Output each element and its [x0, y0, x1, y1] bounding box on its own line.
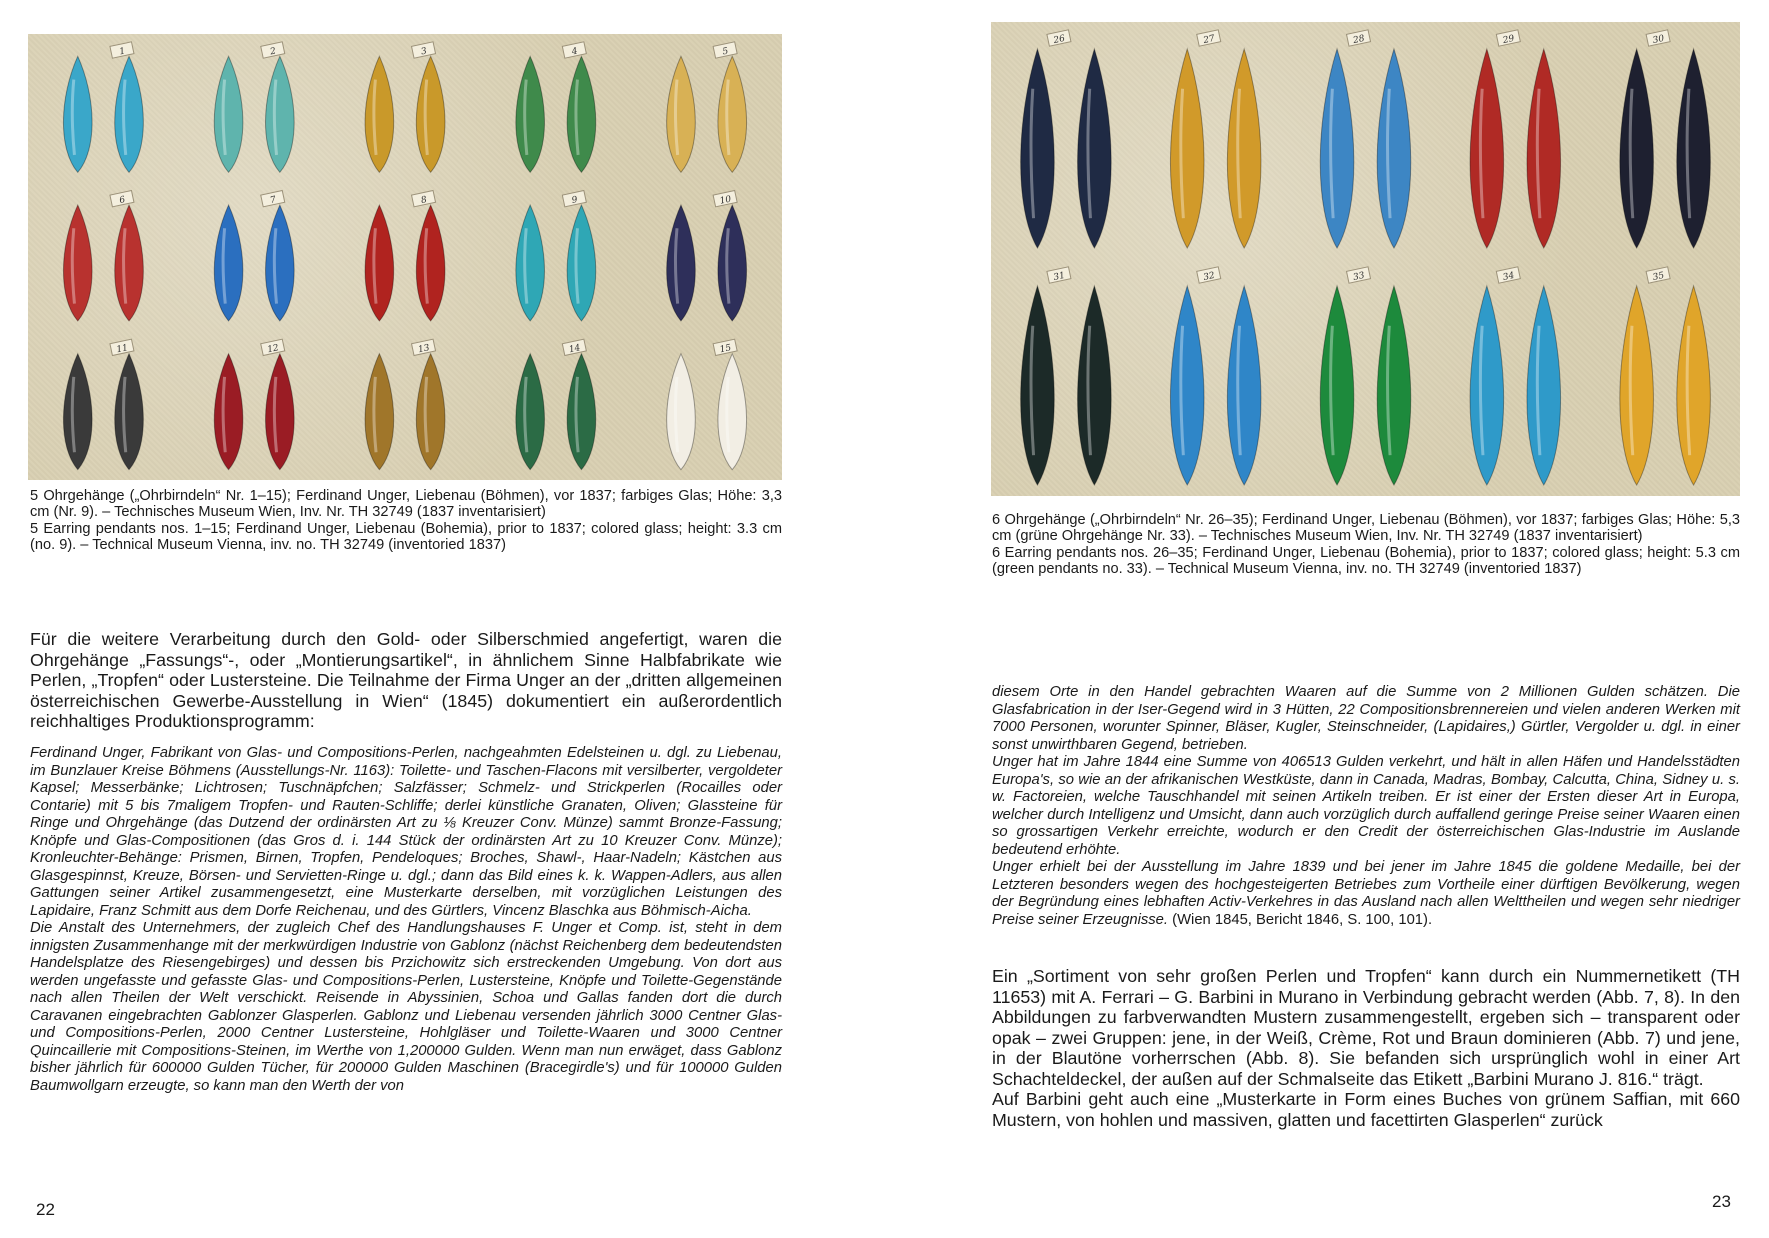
pendant-4-b — [567, 56, 596, 172]
pendant-13-b — [416, 354, 445, 470]
pendant-5-label: 5 — [721, 46, 730, 58]
pendant-35-a — [1620, 286, 1654, 485]
pendant-8-a — [365, 205, 394, 321]
quote-2: Die Anstalt des Unternehmers, der zugleich Chef des Handlungshauses F. Unger et Comp. ist, steht in dem innigsten Zusammenhange mit der merkwürdigen Industrie von Gablonz (nächst Reichenberg dem bedeutendsten Handelsplatze des Riesengebirges) und dessen bis Przichowitz sich erstreckenden Umgebung. Von dort aus werden ungefasste und gefasste Glas- und Compositions-Perlen, Lustersteine, Knöpfe und Toilette-Gegenstände nach allen Theilen der Welt verschickt. Reisende in Abyssinien, Schoa und Gallas fanden dort die durch Caravanen eingebrachten Gablonzer Glasperlen. Gablonz und Liebenau versenden jährlich 3000 Centner Glas- und Compositions-Perlen, 2000 Centner Lustersteine, Hohlgläser und Toilette-Waaren und 3000 Centner Quincaillerie mit Compositions-Steinen, im Werthe von 1,200000 Gulden. Wenn man nun erwäget, dass Gablonz bisher jährlich für 600000 Gulden Tücher, für 200000 Gulden Maschinen (Bracegirdle's) und für 100000 Gulden Baumwollgarn erzeugte, so kann man den Werth der von — [30, 920, 782, 1094]
figure-5-photo — [28, 34, 782, 480]
pendant-28-b — [1377, 49, 1411, 248]
pendant-13-a — [365, 354, 394, 470]
pendant-11-a — [63, 354, 92, 470]
paragraph-1: Ein „Sortiment von sehr großen Perlen und Tropfen“ kann durch ein Nummernetikett (TH 11653) mit A. Ferrari – G. Barbini in Murano in Verbindung gebracht werden (Abb. 7, 8). In den Abbildungen zu farbverwandten Mustern zusammengestellt, ergeben sich – transparent oder opak – zwei Gruppen: jene, in der Weiß, Crème, Rot und Braun dominieren (Abb. 7) und jene, in der Blautöne vorherrschen (Abb. 8). Sie befanden sich ursprünglich wohl in einer Art Schachteldeckel, der außen auf der Schmalseite das Etikett „Barbini Murano J. 816.“ trägt. — [992, 966, 1740, 1089]
pendant-2-a — [214, 56, 243, 172]
pendant-3-b — [416, 56, 445, 172]
quote-5-reference: (Wien 1845, Bericht 1846, S. 100, 101). — [1172, 911, 1433, 928]
pendant-5-a — [667, 56, 696, 172]
pendant-6-a — [63, 205, 92, 321]
pendant-29-b — [1527, 49, 1561, 248]
pendant-9-label: 9 — [570, 195, 579, 207]
pendant-33-b — [1377, 286, 1411, 485]
pendant-29-label: 29 — [1502, 33, 1516, 47]
pendant-7-label: 7 — [269, 195, 277, 207]
pendant-27-label: 27 — [1202, 33, 1216, 47]
pendant-32-a — [1170, 286, 1204, 485]
caption-6-english: 6 Earring pendants nos. 26–35; Ferdinand Unger, Liebenau (Bohemia), prior to 1837; colored glass; height: 5.3 cm (green pendants no. 33). – Technical Museum Vienna, inv. no. TH 32749 (inventoried 1837) — [992, 544, 1740, 577]
pendant-13-label: 13 — [417, 343, 431, 356]
pendant-9-b — [567, 205, 596, 321]
pendant-32-b — [1227, 286, 1261, 485]
right-body — [992, 966, 1740, 1130]
pendant-29-a — [1470, 49, 1504, 248]
figure-6-caption — [992, 512, 1740, 577]
pendant-27-a — [1170, 49, 1204, 248]
pendant-11-label: 11 — [115, 343, 129, 356]
intro-text: Für die weitere Verarbeitung durch den Gold- oder Silberschmied angefertigt, waren die Ohrgehänge „Fassungs“-, oder „Montierungsartikel“, in ähnlichem Sinne Halbfabrikate wie Perlen, „Tropfen“ oder Lustersteine. Die Teilnahme der Firma Unger an der „dritten allgemeinen österreichischen Gewerbe-Ausstellung in Wien“ (1845) dokumentiert ein außerordentlich reichhaltiges Produktionsprogramm: — [30, 629, 782, 731]
pendant-26-b — [1078, 49, 1112, 248]
pendant-8-b — [416, 205, 445, 321]
pendant-14-a — [516, 354, 545, 470]
quote-5 — [992, 859, 1740, 929]
pendant-31-label: 31 — [1052, 270, 1066, 284]
caption-6-german: 6 Ohrgehänge („Ohrbirndeln“ Nr. 26–35); Ferdinand Unger, Liebenau (Böhmen), vor 1837; farbiges Glas; Höhe: 5,3 cm (grüne Ohrgehänge Nr. 33). – Technisches Museum Wien, Inv. Nr. TH 32749 (1837 inventarisiert) — [992, 512, 1740, 545]
pendant-32-label: 32 — [1202, 270, 1216, 284]
caption-5-english: 5 Earring pendants nos. 1–15; Ferdinand Unger, Liebenau (Bohemia), prior to 1837; colored glass; height: 3.3 cm (no. 9). – Technical Museum Vienna, inv. no. TH 32749 (inventoried 1837) — [30, 520, 782, 553]
paragraph-2: Auf Barbini geht auch eine „Musterkarte in Form eines Buches von grünem Saffian, mit 660 Mustern, von hohlen und massiven, glatten und facettirten Glasperlen“ zurück — [992, 1089, 1740, 1130]
intro-paragraph — [30, 629, 782, 732]
pendant-5-b — [718, 56, 747, 172]
pendant-2-label: 2 — [269, 46, 277, 58]
pendant-8-label: 8 — [420, 195, 428, 207]
pendant-10-label: 10 — [718, 194, 733, 207]
caption-5-german: 5 Ohrgehänge („Ohrbirndeln“ Nr. 1–15); Ferdinand Unger, Liebenau (Böhmen), vor 1837; farbiges Glas; Höhe: 3,3 cm (Nr. 9). – Technisches Museum Wien, Inv. Nr. TH 32749 (1837 inventarisiert) — [30, 488, 782, 521]
pendant-33-label: 33 — [1352, 270, 1366, 284]
pendant-1-b — [115, 56, 144, 172]
quote-4: Unger hat im Jahre 1844 eine Summe von 406513 Gulden verkehrt, und hält in allen Häfen und Handelsstädten Europa's, so wie an der afrikanischen Westküste, dann in Canada, Madras, Bombay, Calcutta, China, Sidney u. s. w. Factoreien, welche Tauschhandel mit seinen Artikeln treiben. Er ist einer der Ersten dieser Art in Europa, welcher durch Intelligenz und Umsicht, dann auch vorzüglich durch auffallend geringe Preise seiner Waaren einen so grossartigen Verkehr erreichte, wodurch er den Credit der österreichischen Glas-Industrie im Auslande bedeutend erhöhte. — [992, 754, 1740, 858]
pendant-6-b — [115, 205, 144, 321]
pendant-7-b — [266, 205, 295, 321]
pendant-12-a — [214, 354, 243, 470]
pendant-30-label: 30 — [1651, 33, 1666, 47]
quote-block-left — [30, 745, 782, 1095]
pendant-7-a — [214, 205, 243, 321]
pendant-3-a — [365, 56, 394, 172]
pendant-14-b — [567, 354, 596, 470]
pendant-1-label: 1 — [118, 46, 127, 58]
pendant-12-b — [266, 354, 295, 470]
right-page — [884, 0, 1769, 1238]
pendant-34-a — [1470, 286, 1504, 485]
pendant-12-label: 12 — [266, 343, 280, 356]
pendant-15-a — [667, 354, 696, 470]
pendant-35-b — [1677, 286, 1711, 485]
pendant-15-b — [718, 354, 747, 470]
quote-3: diesem Orte in den Handel gebrachten Waaren auf die Summe von 2 Millionen Gulden schätzen. Die Glasfabrication in der Iser-Gegend wird in 3 Hütten, 22 Compositionsbrennereien und vielen anderen Werken mit 7000 Personen, worunter Spinner, Bläser, Kugler, Steinschneider, (Lapidaires,) Gürtler, Vergolder u. dgl. in einer sonst unwirthbaren Gegend, betrieben. — [992, 684, 1740, 753]
pendant-31-a — [1021, 286, 1055, 485]
pendant-28-label: 28 — [1352, 33, 1366, 47]
figure-6-pendants — [991, 22, 1740, 496]
pendant-10-a — [667, 205, 696, 321]
pendant-26-a — [1021, 49, 1055, 248]
pendant-34-b — [1527, 286, 1561, 485]
pendant-31-b — [1078, 286, 1112, 485]
pendant-4-a — [516, 56, 545, 172]
figure-5-caption — [30, 488, 782, 553]
quote-5-text: Unger erhielt bei der Ausstellung im Jahre 1839 und bei jener im Jahre 1845 die goldene Medaille, bei der Letzteren besonders wegen des hochgesteigerten Betriebes zum Vortheile einer dürftigen Bevölkerung, wegen der Begründung eines lebhaften Activ-Verkehres in das Ausland nach allen Welttheilen und wegen sehr niedriger Preise seiner Erzeugnisse. — [992, 859, 1740, 928]
pendant-3-label: 3 — [420, 46, 428, 58]
pendant-30-a — [1620, 49, 1654, 248]
figure-5-pendants — [28, 34, 782, 480]
quote-1: Ferdinand Unger, Fabrikant von Glas- und Compositions-Perlen, nachgeahmten Edelsteinen u. dgl. zu Liebenau, im Bunzlauer Kreise Böhmens (Ausstellungs-Nr. 1163): Toilette- und Taschen-Flacons mit versilberter, vergoldeter Kapsel; Messerbänke; Lichtrosen; Tuschnäpfchen; Salzfässer; Schmelz- und Strickperlen (Rocailles oder Contarie) mit 5 bis 7maligem Tropfen- und Rauten-Schliffe; derlei künstliche Granaten, Oliven; Glassteine für Ringe und Ohrgehänge (das Dutzend der ordinärsten Art zu ⅛ Kreuzer Conv. Münze) sammt Bronze-Fassung; Knöpfe und Glas-Compositionen (das Gros d. i. 144 Stück der ordinärsten Art zu 10 Kreuzer Conv. Münze); Kronleuchter-Behänge: Prismen, Birnen, Tropfen, Pendeloques; Broches, Shawl-, Haar-Nadeln; Kästchen aus Glasgespinnst, Kreuze, Börsen- und Servietten-Ringe u. dgl.; dann das Bild eines k. k. Wappen-Adlers, aus allen Gattungen seiner Artikel zusammengesetzt, eine Musterkarte derselben, mit vorzüglichen Leistungen des Lapidaire, Franz Schmitt aus dem Dorfe Reichenau, und des Gürtlers, Vincenz Blaschka aus Böhmisch-Aicha. — [30, 745, 782, 919]
pendant-27-b — [1227, 49, 1261, 248]
pendant-14-label: 14 — [568, 343, 582, 356]
pendant-1-a — [63, 56, 92, 172]
pendant-2-b — [266, 56, 295, 172]
pendant-33-a — [1320, 286, 1354, 485]
page-number-right: 23 — [1712, 1192, 1731, 1211]
quote-block-right — [992, 684, 1740, 929]
pendant-30-b — [1677, 49, 1711, 248]
figure-6-photo — [991, 22, 1740, 496]
pendant-28-a — [1320, 49, 1354, 248]
pendant-35-label: 35 — [1651, 270, 1666, 284]
pendant-11-b — [115, 354, 144, 470]
pendant-6-label: 6 — [118, 195, 127, 207]
pendant-34-label: 34 — [1502, 270, 1516, 284]
page-number-left: 22 — [36, 1200, 55, 1219]
pendant-15-label: 15 — [718, 343, 733, 356]
pendant-9-a — [516, 205, 545, 321]
pendant-4-label: 4 — [570, 46, 579, 58]
left-page — [0, 0, 884, 1238]
pendant-10-b — [718, 205, 747, 321]
pendant-26-label: 26 — [1052, 33, 1066, 47]
